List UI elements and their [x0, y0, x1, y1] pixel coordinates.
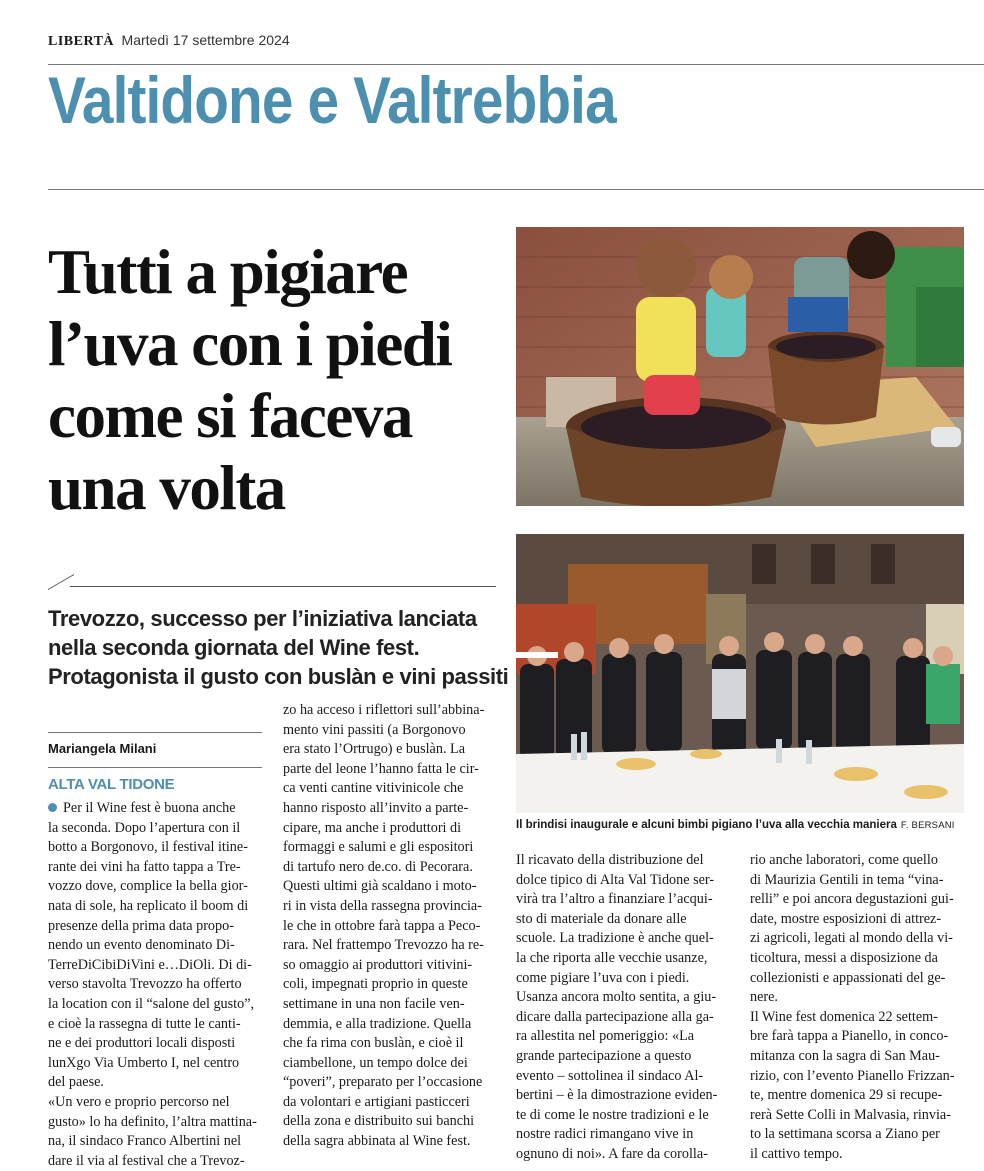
kicker: ALTA VAL TIDONE — [48, 776, 175, 793]
inaugural-toast-image — [516, 534, 964, 813]
column-line: del paese. — [48, 1074, 104, 1091]
column-line: verso stavolta Trevozzo ha offerto — [48, 976, 242, 993]
column-line: rio anche laboratori, come quello — [750, 852, 938, 868]
byline-rule-top — [48, 732, 262, 733]
column-line: Questi ultimi già scaldano i moto- — [283, 878, 477, 895]
subheadline-line: nella seconda giornata del Wine fest. — [48, 635, 420, 660]
column-line: coli, impegnati proprio in queste — [283, 976, 468, 993]
column-line: gusto» lo ha definito, l’altra mattina- — [48, 1113, 257, 1130]
photo-grape-stomping — [516, 227, 964, 506]
column-line: grande partecipazione a questo — [516, 1047, 692, 1064]
column-line: ognuno di noi». A fare da corolla- — [516, 1145, 708, 1162]
column-line: dicare dalla partecipazione alla ga- — [516, 1008, 714, 1025]
column-line: zo ha acceso i riflettori sull’abbina- — [283, 702, 485, 718]
column-line: dolce tipico di Alta Val Tidone ser- — [516, 871, 715, 888]
subhead-rule — [70, 586, 496, 587]
byline: Mariangela Milani — [48, 741, 157, 756]
column-line: della zona e distribuito sui banchi — [283, 1113, 475, 1130]
column-line: la seconda. Dopo l’apertura con il — [48, 819, 241, 836]
bullet-icon — [48, 803, 57, 812]
column-line: vozzo dove, complice la bella gior- — [48, 878, 248, 895]
column-line: come pigiare l’uva con i piedi. — [516, 969, 690, 986]
column-line: da volontari e artigiani pasticceri — [283, 1093, 470, 1110]
column-line: «Un vero e proprio percorso nel — [48, 1093, 230, 1110]
column-line: rerà Sette Colli in Malvasia, rinvia- — [750, 1106, 951, 1123]
grape-stomping-image — [516, 227, 964, 506]
column-line-text: Per il Wine fest è buona anche — [63, 800, 236, 816]
publication-date: Martedì 17 settembre 2024 — [121, 32, 290, 48]
column-line: il cattivo tempo. — [750, 1145, 843, 1162]
column-line: la che riporta alle vecchie usanze, — [516, 949, 708, 966]
column-line: ra allestita nel pomeriggio: «La — [516, 1028, 695, 1045]
article-column-3 — [516, 851, 734, 1165]
column-line: Il Wine fest domenica 22 settem- — [750, 1008, 938, 1025]
column-line: ciambellone, un tempo dolce dei — [283, 1054, 468, 1071]
column-line: to la settimana scorsa a Ziano per — [750, 1126, 940, 1143]
column-line: cipare, ma anche i produttori di — [283, 819, 462, 836]
column-line: settimane in una non facile ven- — [283, 995, 465, 1012]
column-line: na, il sindaco Franco Albertini nel — [48, 1133, 242, 1150]
column-line: era stato l’Ortrugo) e buslàn. La — [283, 741, 466, 758]
column-line: della sagra abbinata al Wine fest. — [283, 1133, 471, 1150]
column-line: sto di materiale da donare alle — [516, 910, 687, 927]
column-line: te di come le nostre tradizioni e le — [516, 1106, 709, 1123]
article-column-1 — [48, 799, 266, 1171]
column-line: che fa rima con buslàn, e cioè il — [283, 1035, 464, 1052]
column-line: botto a Borgonovo, il festival itine- — [48, 839, 248, 856]
column-line: so omaggio ai produttori vitivini- — [283, 956, 473, 973]
photo-caption — [516, 819, 966, 831]
headline-line: una volta — [48, 453, 285, 523]
column-line: Il ricavato della distribuzione del — [516, 852, 704, 868]
column-line: hanno risposto all’invito a parte- — [283, 799, 469, 816]
column-line: mitanza con la sagra di San Mau- — [750, 1047, 940, 1064]
headline-line: l’uva con i piedi — [48, 309, 452, 379]
column-line: rante dei vini ha fatto tappa a Tre- — [48, 858, 241, 875]
section-title: Valtidone e Valtrebbia — [48, 63, 616, 137]
column-line: mento vini passiti (a Borgonovo — [283, 721, 466, 738]
column-line: la location con il “salone del gusto”, — [48, 995, 255, 1012]
column-line: presenze della prima data propo- — [48, 917, 234, 934]
headline-line: come si faceva — [48, 381, 412, 451]
column-line: bertini – è la dimostrazione eviden- — [516, 1087, 718, 1104]
column-line: ne e dei produttori locali disposti — [48, 1035, 236, 1052]
column-line: dare il via al festival che a Trevoz- — [48, 1152, 245, 1169]
column-line: formaggi e salumi e gli espositori — [283, 839, 474, 856]
section-rule — [48, 189, 984, 190]
column-line: virà tra l’altro a finanziare l’acqui- — [516, 891, 713, 908]
column-line: ri in vista della rassegna provincia- — [283, 897, 482, 914]
column-line: rara. Nel frattempo Trevozzo ha re- — [283, 937, 484, 954]
column-line: rizio, con l’evento Pianello Frizzan- — [750, 1067, 955, 1084]
photo-credit: F. BERSANI — [900, 820, 955, 831]
column-line: ca venti cantine vitivinicole che — [283, 780, 464, 797]
column-line: “poveri”, preparato per l’occasione — [283, 1074, 483, 1091]
column-line: relli” e poi ancora degustazioni gui- — [750, 891, 954, 908]
column-line: di Maurizia Gentili in tema “vina- — [750, 871, 944, 888]
column-line: nendo un evento denominato Di- — [48, 937, 235, 954]
subhead-rule-tick — [48, 574, 74, 604]
column-line: date, mostre esposizioni di attrez- — [750, 910, 942, 927]
article-column-2 — [283, 701, 501, 1152]
headline-line: Tutti a pigiare — [48, 237, 408, 307]
subheadline-line: Protagonista il gusto con buslàn e vini passiti — [48, 664, 509, 689]
byline-rule-bottom — [48, 767, 262, 768]
headline — [48, 236, 508, 524]
publication-name: LIBERTÀ — [48, 34, 115, 49]
column-line: TerreDiCibiDiVini e…DiOli. Di di- — [48, 956, 252, 973]
column-line: demmia, e alla tradizione. Quella — [283, 1015, 472, 1032]
column-line: bre farà tappa a Pianello, in conco- — [750, 1028, 949, 1045]
column-line: di tartufo nero de.co. di Pecorara. — [283, 858, 473, 875]
article-column-4 — [750, 851, 968, 1165]
column-line: lunXgo Via Umberto I, nel centro — [48, 1054, 240, 1071]
column-line: le che in ottobre farà tappa a Peco- — [283, 917, 481, 934]
photo-inaugural-toast — [516, 534, 964, 813]
column-line: e cioè la rassegna di tutte le canti- — [48, 1015, 241, 1032]
column-line: collezionisti e appassionati del ge- — [750, 969, 946, 986]
column-line: ticoltura, messi a disposizione da — [750, 949, 938, 966]
column-line: te, mentre domenica 29 si recupe- — [750, 1087, 943, 1104]
column-line: scuole. La tradizione è anche quel- — [516, 930, 714, 947]
column-line: evento – sottolinea il sindaco Al- — [516, 1067, 704, 1084]
subheadline — [48, 604, 508, 691]
caption-text: Il brindisi inaugurale e alcuni bimbi pigiano l’uva alla vecchia maniera — [516, 819, 897, 831]
column-line: parte del leone l’hanno fatta le cir- — [283, 760, 479, 777]
column-line: nostre radici rimangano vive in — [516, 1126, 694, 1143]
subheadline-line: Trevozzo, successo per l’iniziativa lanciata — [48, 606, 477, 631]
column-line: zi agricoli, legati al mondo della vi- — [750, 930, 953, 947]
column-line: nere. — [750, 989, 778, 1006]
masthead — [48, 32, 290, 50]
column-line: nata di sole, ha replicato il boom di — [48, 897, 249, 914]
column-line: Usanza ancora molto sentita, a giu- — [516, 989, 717, 1006]
column-line — [48, 799, 266, 819]
